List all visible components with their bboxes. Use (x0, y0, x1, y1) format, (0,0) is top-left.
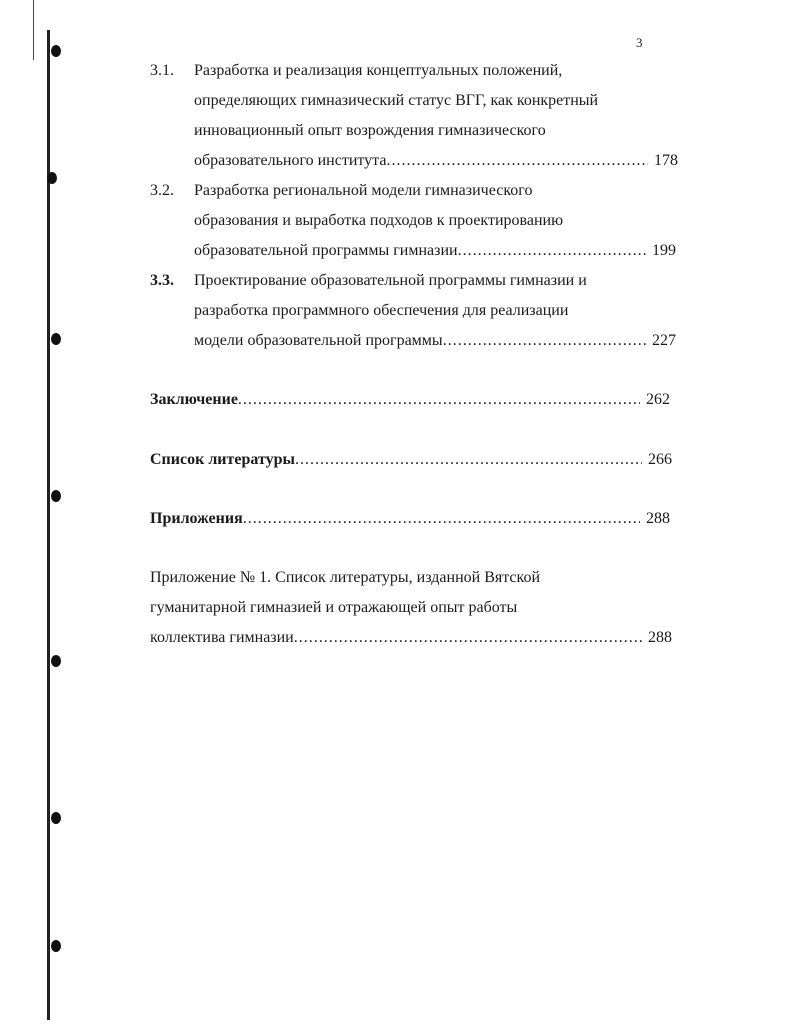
punch-hole-mark (47, 172, 57, 184)
punch-hole-mark (51, 45, 61, 57)
toc-entry-3-2 (150, 176, 676, 266)
toc-leader-line (150, 623, 672, 653)
toc-leader-line (194, 326, 676, 356)
toc-heading: Список литературы (150, 451, 295, 468)
toc-leader-line (194, 236, 676, 266)
dot-leader (238, 385, 640, 415)
dot-leader (243, 504, 640, 534)
toc-entry-3-1 (150, 56, 678, 176)
toc-entry-conclusion (150, 385, 670, 415)
toc-leader-line (150, 504, 670, 534)
toc-text-line: образовательного института (194, 152, 387, 169)
dot-leader (443, 326, 646, 356)
section-number: 3.3. (150, 272, 174, 289)
toc-entry-literature (150, 445, 672, 475)
toc-entry-3-3 (150, 266, 676, 356)
toc-text-line: разработка программного обеспечения для реализации (194, 302, 569, 319)
punch-hole-mark (51, 333, 61, 345)
dot-leader (386, 146, 648, 176)
toc-text-line: гуманитарной гимназией и отражающей опыт работы (150, 599, 518, 616)
toc-text-line: модели образовательной программы (194, 332, 443, 349)
toc-page-ref: 227 (652, 332, 676, 349)
toc-page-ref: 178 (654, 152, 678, 169)
punch-hole-mark (51, 655, 61, 667)
toc-page-ref: 262 (646, 391, 670, 408)
toc-page-ref: 266 (648, 451, 672, 468)
toc-heading: Приложения (150, 510, 243, 527)
punch-hole-mark (51, 812, 61, 824)
toc-text-line: инновационный опыт возрождения гимназического (194, 122, 546, 139)
toc-page-ref: 288 (646, 510, 670, 527)
dot-leader (458, 236, 646, 266)
dot-leader (295, 445, 642, 475)
toc-leader-line (150, 385, 670, 415)
section-number: 3.1. (150, 62, 174, 79)
toc-heading: Заключение (150, 391, 238, 408)
toc-text-line: образования и выработка подходов к проектированию (194, 212, 564, 229)
toc-text-line: Проектирование образовательной программы гимназии и (194, 272, 587, 289)
toc-entry-appendices (150, 504, 670, 534)
section-number: 3.2. (150, 182, 174, 199)
toc-text-line: коллектива гимназии (150, 629, 294, 646)
toc-leader-line (194, 146, 678, 176)
toc-leader-line (150, 445, 672, 475)
toc-page-ref: 288 (648, 629, 672, 646)
punch-hole-mark (51, 490, 61, 502)
page-number: 3 (636, 35, 643, 50)
dot-leader (294, 623, 642, 653)
toc-entry-appendix-1 (150, 563, 672, 653)
toc-text-line: Разработка и реализация концептуальных положений, (194, 62, 563, 79)
toc-text-line: Приложение № 1. Список литературы, изданной Вятской (150, 569, 541, 586)
toc-text-line: образовательной программы гимназии (194, 242, 458, 259)
binding-edge-thin (33, 0, 34, 60)
toc-text-line: определяющих гимназический статус ВГГ, как конкретный (194, 92, 599, 109)
toc-text-line: Разработка региональной модели гимназического (194, 182, 533, 199)
toc-page-ref: 199 (652, 242, 676, 259)
punch-hole-mark (51, 940, 61, 952)
